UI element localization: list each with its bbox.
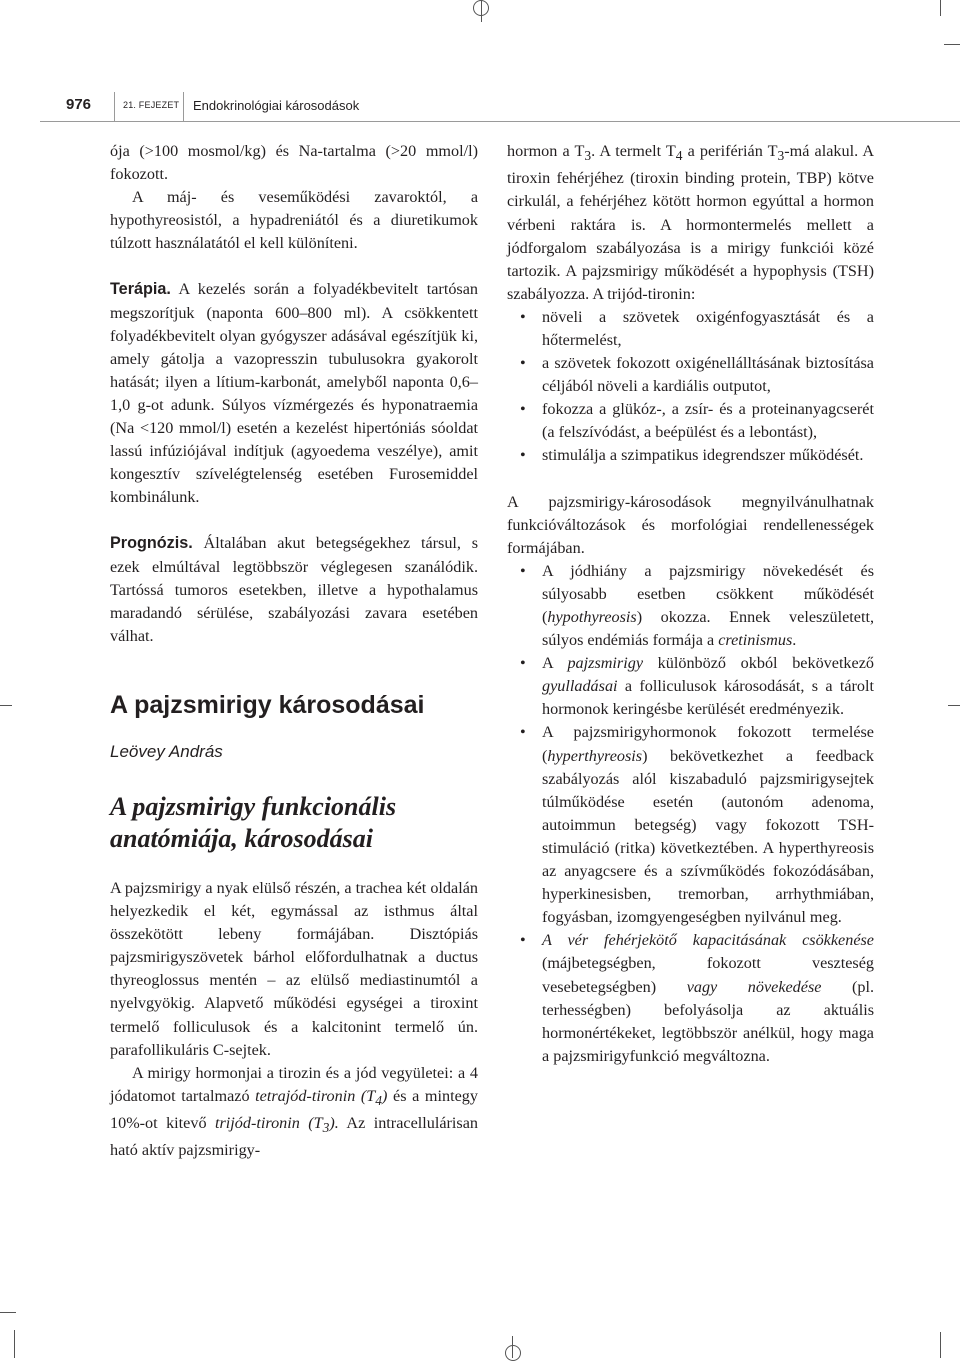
term-t4 (255, 1086, 388, 1109)
crop-mark (14, 1330, 15, 1358)
list-item: • növeli a szövetek oxigénfogyasztását és a hőtermelést, (507, 306, 874, 352)
effects-list (507, 306, 874, 468)
paragraph: A pajzsmirigy-károsodások megnyilvánulhatnak funkcióváltozások és morfológiai rendellenességek formájában. (507, 492, 874, 557)
text-run: . (792, 631, 797, 650)
hormone-paragraph (110, 1062, 478, 1163)
therapy-paragraph (110, 278, 478, 509)
list-item: • stimulálja a szimpatikus idegrendszer működését. (507, 444, 874, 467)
right-column (507, 140, 874, 1068)
subscript: 3 (322, 1120, 330, 1136)
text-run: ). (329, 1114, 339, 1133)
chapter-title: Endokrinológiai károsodások (193, 98, 360, 113)
text-run: A jódhiány a pajzsmirigy növekedését és súlyosabb esetben csökkent működését ( (542, 561, 874, 627)
left-column (110, 140, 478, 1163)
paragraph: A máj- és veseműködési zavaroktól, a hypothyreosistól, a hypadreniától és a diuretikumok túlzott használatától el kell különíteni. (110, 188, 478, 253)
text-run: -má alakul. A tiroxin fehérjéhez (tiroxin binding protein, TBP) kötve cirkulál, a fehérjéhez kötött hormon egyúttal a hormon vérbeni raktára is. A hormontermelés mellett a jódforgalom szabályozása is a mirigy funkciói közé tartozik. A pajzsmirigy működését a hypophysis (TSH) szabályozza. A trijód-tironin: (507, 142, 875, 303)
registration-circle (505, 1345, 521, 1361)
list-item (507, 721, 874, 929)
text-run: trijód-tironin (T (215, 1114, 323, 1133)
section-title: A pajzsmirigy károsodásai (110, 690, 425, 719)
header-rule (40, 121, 960, 122)
text-run: ) okozza. Ennek veleszületett, súlyos endémiás formája a (542, 608, 874, 650)
text-run: a periférián T (687, 142, 778, 160)
text-run: tetrajód-tironin (T (255, 1086, 376, 1105)
crop-mark (940, 1332, 941, 1358)
paragraph: ója (>100 mosmol/kg) és Na-tartalma (>20 mmol/l) fokozott. (110, 142, 478, 184)
term: vagy növekedése (686, 977, 822, 996)
header-divider (114, 92, 115, 121)
text-run: (májbetegségben, fokozott veszteség vesebetegségben) (542, 954, 874, 996)
therapy-label: Terápia. (110, 280, 171, 299)
text-run: Az intracellulárisan ható aktív pajzsmirigy- (110, 1114, 478, 1160)
list-item: • fokozza a glükóz-, a zsír- és a proteinanyagcserét (a felszívódást, a beépülést és a lebontást), (507, 398, 874, 444)
text-run: hormon a T (507, 142, 585, 160)
prognosis-text: Általában akut betegségekhez társul, s ezek elmúltával legtöbbször véglegesen szanálódik. Tartóssá tumoros esetekben, illetve a hypothalamus maradandó sérülése, szabályozási zavara esetében válhat. (110, 534, 479, 645)
crop-mark (0, 705, 12, 706)
subscript: 4 (675, 148, 683, 164)
page-number: 976 (66, 96, 92, 113)
text-run: ) (382, 1086, 388, 1105)
text-run: különböző okból bekövetkező (657, 654, 874, 673)
crop-mark (0, 1312, 16, 1313)
list-item (507, 652, 874, 721)
term-t3 (215, 1114, 339, 1136)
list-item (507, 929, 874, 1068)
term: gyulladásai (542, 677, 618, 696)
crop-mark (940, 0, 941, 16)
crop-mark (948, 705, 960, 706)
header-divider (183, 92, 184, 121)
registration-circle (473, 0, 489, 16)
text-run: A mirigy hormonjai a tirozin és a jód vegyületei: a 4 jódatomot tartalmazó (110, 1063, 478, 1105)
prognosis-label: Prognózis. (110, 534, 193, 553)
chapter-label: 21. FEJEZET (123, 100, 180, 110)
text-run: és a mintegy 10%-ot kitevő (110, 1086, 478, 1133)
subscript: 3 (777, 148, 785, 164)
term: hypothyreosis (547, 608, 637, 627)
text-run: a folliculusok károsodását, s a tárolt hormonok keringésbe kerülését eredményezik. (542, 677, 874, 719)
prognosis-paragraph (110, 532, 478, 647)
text-run: A pajzsmirigyhormonok fokozott termelése ( (542, 723, 874, 765)
term: pajzsmirigy (567, 654, 644, 673)
text-run: (pl. terhességben) befolyásolja az aktuális hormonértékeket, legtöbbször anélkül, hogy maga a pajzsmirigyfunkció megváltozna. (542, 977, 874, 1065)
term: cretinismus (718, 631, 793, 650)
crop-mark (944, 44, 960, 45)
running-header (40, 90, 960, 128)
author: Leövey András (110, 741, 223, 761)
therapy-text: A kezelés során a folyadékbevitelt tartósan megszorítjuk (naponta 600–800 ml). A csökkentett folyadékbevitelt olyan gyógyszer adásával egészítjük ki, amely gátolja a vazopresszin tubulusokra gyakorolt hatását; ilyen a lítium-karbonát, amelyből naponta 0,6–1,0 g-ot adunk. Súlyos vízmérgezés és hyponatraemia (Na <120 mmol/l) esetén a kezelést hipertóniás sóoldat lassú infúziójával indítjuk (agyoedema veszélye), amit kongesztív szívelégtelenség esetében Furosemiddel kombinálunk. (110, 280, 478, 507)
subscript: 4 (375, 1093, 383, 1109)
paragraph: A pajzsmirigy a nyak elülső részén, a trachea két oldalán helyezkedik el két, egymással az isthmus által összekötött lebeny formájában. Disztópiás pajzsmirigyszövetek bárhol előfordulhatnak a ductus thyreoglossus mentén – az elülső mediastinumtól a nyelvgyökig. Alapvető működési egységei a tiroxint termelő folliculusok és a kalcitonint termelő ún. parafollikuláris C-sejtek. (110, 878, 478, 1059)
subsection-title: A pajzsmirigy funkcionális anatómiája, károsodásai (110, 791, 397, 853)
text-run: . A termelt T (591, 142, 676, 160)
list-item: • a szövetek fokozott oxigénellálltásának biztosítása céljából növeli a kardiális outputot, (507, 352, 874, 398)
term: A vér fehérjekötő kapacitásának csökkenése (542, 931, 874, 950)
list-item (507, 560, 874, 652)
disorders-list (507, 560, 874, 1068)
paragraph (507, 140, 874, 306)
subscript: 3 (584, 148, 592, 164)
term: hyperthyreosis (547, 746, 643, 765)
text-run: A (542, 654, 553, 673)
text-run: ) bekövetkezhet a feedback szabályozás alól kiszabaduló pajzsmirigysejtek túlműködése esetén (autonóm adenoma, autoimmun betegség) vagy fokozott TSH-stimuláció (ritka) következtében. A hyperthyreosis az anyagcsere és a szívműködés fokozódásában, hyperkinesisben, tremorban, arrhythmiában, fogyásban, izomgyengeségben nyilvánul meg. (542, 746, 874, 927)
